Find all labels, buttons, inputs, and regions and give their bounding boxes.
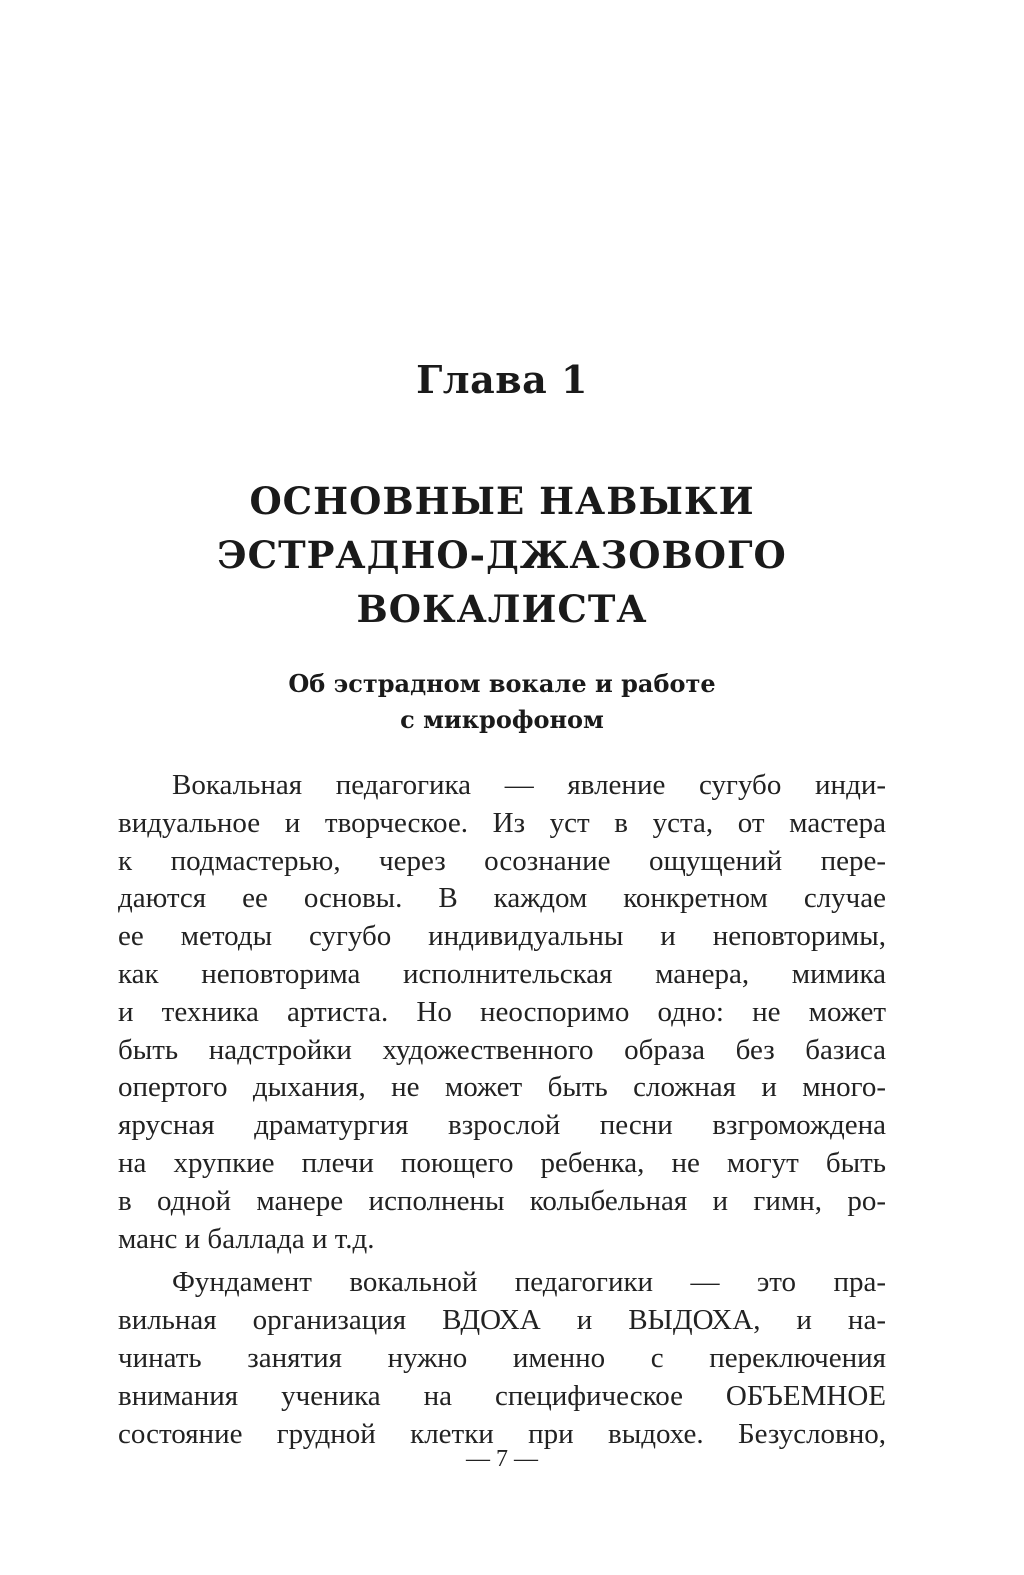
text-line: опертого дыхания, не может быть сложная и много- bbox=[118, 1071, 886, 1104]
section-title bbox=[0, 666, 1004, 738]
text-line: видуальное и творческое. Из уст в уста, от мастера bbox=[118, 806, 886, 839]
text-line: ярусная драматургия взрослой песни взгромождена bbox=[118, 1109, 886, 1142]
text-line: как неповторима исполнительская манера, мимика bbox=[118, 957, 886, 990]
chapter-title-line: ВОКАЛИСТА bbox=[356, 587, 648, 631]
text-line: внимания ученика на специфическое ОБЪЕМНОЕ bbox=[118, 1379, 886, 1412]
chapter-title-line: ОСНОВНЫЕ НАВЫКИ bbox=[249, 479, 755, 523]
text-line: на хрупкие плечи поющего ребенка, не могут быть bbox=[118, 1146, 886, 1179]
text-line: ее методы сугубо индивидуальны и неповторимы, bbox=[118, 920, 886, 953]
text-line: даются ее основы. В каждом конкретном случае bbox=[118, 882, 886, 915]
text-line: и техника артиста. Но неоспоримо одно: не может bbox=[118, 995, 886, 1028]
paragraph bbox=[118, 1264, 886, 1453]
paragraph bbox=[118, 767, 886, 1258]
text-line: вильная организация ВДОХА и ВЫДОХА, и на- bbox=[118, 1304, 886, 1337]
chapter-title-line: ЭСТРАДНО-ДЖАЗОВОГО bbox=[217, 533, 787, 577]
text-line: быть надстройки художественного образа без базиса bbox=[118, 1033, 886, 1066]
text-line: манс и баллада и т.д. bbox=[118, 1222, 375, 1255]
text-line: Вокальная педагогика — явление сугубо инди- bbox=[172, 769, 886, 801]
text-line: к подмастерью, через осознание ощущений пере- bbox=[118, 844, 886, 877]
chapter-label: Глава 1 bbox=[416, 357, 588, 402]
body-text bbox=[118, 767, 886, 1453]
page-number: — 7 — bbox=[466, 1446, 538, 1472]
text-line: Фундамент вокальной педагогики — это пра- bbox=[172, 1266, 886, 1299]
chapter-title bbox=[0, 474, 1004, 636]
section-title-line: с микрофоном bbox=[400, 705, 604, 734]
section-title-line: Об эстрадном вокале и работе bbox=[288, 669, 716, 698]
text-line: чинать занятия нужно именно с переключения bbox=[118, 1341, 886, 1374]
text-line: в одной манере исполнены колыбельная и гимн, ро- bbox=[118, 1184, 886, 1217]
text-line: состояние грудной клетки при выдохе. Безусловно, bbox=[118, 1417, 886, 1450]
